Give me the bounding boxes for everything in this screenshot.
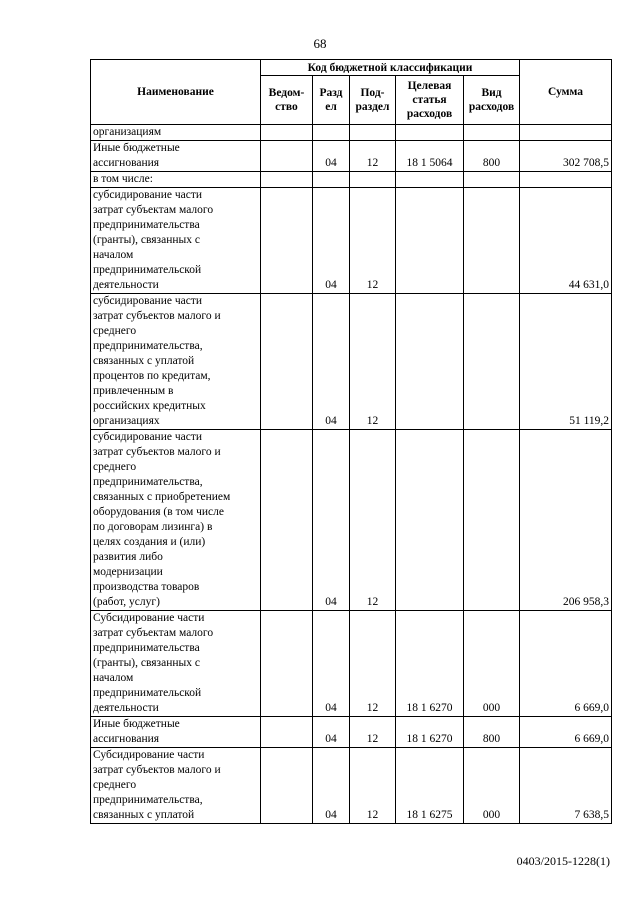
row-target-article: 18 1 6270 (396, 611, 464, 717)
row-razdel: 04 (313, 717, 350, 748)
row-target-article (396, 188, 464, 294)
row-sum: 206 958,3 (520, 430, 612, 611)
row-expense-type: 000 (464, 748, 520, 824)
row-podrazdel: 12 (350, 611, 396, 717)
table-body (91, 125, 612, 824)
header-vedomstvo: Ведом- ство (261, 76, 313, 125)
row-expense-type (464, 125, 520, 141)
row-podrazdel (350, 125, 396, 141)
table-row (91, 611, 612, 717)
table-row (91, 188, 612, 294)
row-name: субсидирование части затрат субъектам малого предпринимательства (гранты), связанных с началом предпринимательской деятельности (91, 188, 261, 294)
row-expense-type: 000 (464, 611, 520, 717)
row-expense-type (464, 430, 520, 611)
row-expense-type (464, 294, 520, 430)
row-vedomstvo (261, 141, 313, 172)
row-name: Субсидирование части затрат субъектам малого предпринимательства (гранты), связанных с началом предпринимательской деятельности (91, 611, 261, 717)
row-vedomstvo (261, 717, 313, 748)
table-row (91, 430, 612, 611)
row-target-article: 18 1 6270 (396, 717, 464, 748)
row-razdel: 04 (313, 188, 350, 294)
header-sum: Сумма (520, 60, 612, 125)
row-name: Субсидирование части затрат субъектов малого и среднего предпринимательства, связанных с уплатой (91, 748, 261, 824)
row-name: субсидирование части затрат субъектов малого и среднего предпринимательства, связанных с приобретением оборудования (в том числе по договорам лизинга) в целях создания и (или) развития либо модернизации производства товаров (работ, услуг) (91, 430, 261, 611)
header-target: Целевая статья расходов (396, 76, 464, 125)
row-podrazdel: 12 (350, 294, 396, 430)
row-vedomstvo (261, 172, 313, 188)
row-expense-type: 800 (464, 141, 520, 172)
header-podrazdel: Под- раздел (350, 76, 396, 125)
row-name: Иные бюджетные ассигнования (91, 717, 261, 748)
row-podrazdel (350, 172, 396, 188)
row-sum (520, 172, 612, 188)
row-expense-type: 800 (464, 717, 520, 748)
row-vedomstvo (261, 294, 313, 430)
row-sum: 51 119,2 (520, 294, 612, 430)
row-target-article (396, 294, 464, 430)
page-number: 68 (313, 36, 327, 51)
row-target-article: 18 1 6275 (396, 748, 464, 824)
row-podrazdel: 12 (350, 188, 396, 294)
row-razdel (313, 125, 350, 141)
row-sum: 6 669,0 (520, 717, 612, 748)
row-podrazdel: 12 (350, 717, 396, 748)
row-razdel: 04 (313, 611, 350, 717)
table-row (91, 748, 612, 824)
row-vedomstvo (261, 125, 313, 141)
row-podrazdel: 12 (350, 430, 396, 611)
row-podrazdel: 12 (350, 748, 396, 824)
row-sum: 44 631,0 (520, 188, 612, 294)
row-expense-type (464, 188, 520, 294)
budget-table (90, 59, 612, 824)
header-vid: Вид расходов (464, 76, 520, 125)
table-row (91, 125, 612, 141)
row-vedomstvo (261, 430, 313, 611)
row-name: организациям (91, 125, 261, 141)
row-podrazdel: 12 (350, 141, 396, 172)
row-razdel: 04 (313, 430, 350, 611)
row-target-article (396, 172, 464, 188)
table-row (91, 294, 612, 430)
row-sum (520, 125, 612, 141)
row-name: Иные бюджетные ассигнования (91, 141, 261, 172)
document-id: 0403/2015-1228(1) (516, 854, 610, 868)
row-sum: 302 708,5 (520, 141, 612, 172)
row-sum: 7 638,5 (520, 748, 612, 824)
row-target-article (396, 430, 464, 611)
row-razdel: 04 (313, 294, 350, 430)
row-sum: 6 669,0 (520, 611, 612, 717)
row-razdel: 04 (313, 748, 350, 824)
header-name: Наименование (91, 60, 261, 125)
row-name: субсидирование части затрат субъектов малого и среднего предпринимательства, связанных с уплатой процентов по кредитам, привлеченным в российских кредитных организациях (91, 294, 261, 430)
table-row (91, 717, 612, 748)
row-expense-type (464, 172, 520, 188)
row-vedomstvo (261, 188, 313, 294)
row-razdel (313, 172, 350, 188)
row-target-article (396, 125, 464, 141)
header-code-group: Код бюджетной классификации (261, 60, 520, 76)
table-row (91, 141, 612, 172)
row-target-article: 18 1 5064 (396, 141, 464, 172)
table-row (91, 172, 612, 188)
row-vedomstvo (261, 748, 313, 824)
header-razdel: Разд ел (313, 76, 350, 125)
row-razdel: 04 (313, 141, 350, 172)
row-vedomstvo (261, 611, 313, 717)
row-name: в том числе: (91, 172, 261, 188)
